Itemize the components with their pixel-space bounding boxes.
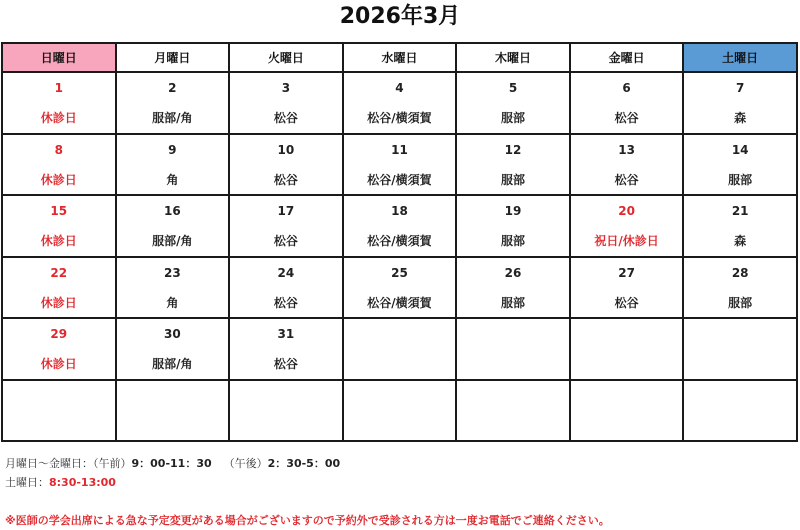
calendar-day-cell [116,195,230,257]
doctor-schedule: 松谷/横須賀 [367,111,432,125]
closed-day-label: 休診日 [40,357,77,371]
weekday-header-tuesday: 火曜日 [229,43,343,72]
calendar-body [2,72,797,441]
calendar-day-cell [2,318,116,380]
day-number: 25 [391,265,408,280]
empty-day-cell [2,380,116,442]
doctor-schedule: 森 [734,111,747,125]
weekday-hours-label: 月曜日～金曜日：（午前） [5,457,132,470]
doctor-schedule: 服部/角 [152,357,193,371]
calendar-day-cell [456,257,570,319]
day-number: 5 [508,81,518,95]
doctor-schedule: 松谷 [273,234,298,248]
day-number: 4 [395,81,404,95]
day-number: 14 [731,142,749,157]
day-number: 22 [50,265,68,280]
empty-day-cell [229,380,343,442]
day-number: 23 [163,265,181,280]
calendar-day-cell [683,134,797,196]
doctor-schedule: 松谷 [614,172,639,187]
calendar-week-row [2,318,797,380]
saturday-hours [5,473,340,492]
doctor-schedule: 服部 [501,234,526,248]
day-number: 30 [163,327,181,341]
day-number: 16 [163,204,181,218]
calendar-day-cell [683,195,797,257]
doctor-schedule: 服部 [728,295,753,310]
calendar-day-cell [343,195,457,257]
calendar-title: 2026年3月 [339,4,461,29]
saturday-hours-label: 土曜日： [5,476,49,489]
day-number: 8 [54,142,63,157]
doctor-schedule: 松谷 [614,295,639,310]
calendar-day-cell [456,72,570,134]
calendar-day-cell [2,257,116,319]
calendar-day-cell [2,195,116,257]
closed-day-label: 祝日/休診日 [594,234,659,248]
closed-day-label: 休診日 [40,234,77,248]
day-number: 9 [168,142,177,157]
calendar-week-row [2,72,797,134]
weekday-header-wednesday: 水曜日 [343,43,457,72]
doctor-schedule: 角 [166,172,179,187]
empty-day-cell [683,318,797,380]
doctor-schedule: 松谷 [614,111,639,125]
day-number: 21 [731,204,749,218]
calendar-week-row [2,257,797,319]
closed-day-label: 休診日 [40,172,77,187]
day-number: 7 [736,81,745,95]
weekday-header-sunday: 日曜日 [2,43,116,72]
doctor-schedule: 松谷 [273,111,298,125]
calendar-day-cell [116,134,230,196]
calendar-day-cell [116,257,230,319]
empty-day-cell [570,380,684,442]
day-number: 20 [618,204,635,218]
calendar-day-cell [570,134,684,196]
calendar-day-cell [2,72,116,134]
day-number: 3 [281,81,291,95]
calendar-day-cell [229,134,343,196]
calendar-week-row [2,134,797,196]
empty-day-cell [456,380,570,442]
day-number: 6 [622,81,631,95]
doctor-schedule: 松谷/横須賀 [367,234,432,248]
calendar-day-cell [683,257,797,319]
calendar-day-cell [116,318,230,380]
empty-day-cell [116,380,230,442]
calendar-week-row [2,380,797,442]
weekday-header-friday: 金曜日 [570,43,684,72]
doctor-schedule: 服部/角 [152,111,193,125]
calendar-day-cell [570,72,684,134]
weekday-header-row [2,43,797,72]
weekday-header-monday: 月曜日 [116,43,230,72]
calendar-day-cell [229,318,343,380]
calendar-day-cell [343,257,457,319]
closed-day-label: 休診日 [40,295,77,310]
doctor-schedule: 服部 [501,295,526,310]
calendar-day-cell [343,72,457,134]
day-number: 12 [504,142,522,157]
empty-day-cell [683,380,797,442]
calendar-day-cell [570,195,684,257]
doctor-schedule: 服部/角 [152,234,193,248]
doctor-schedule: 松谷/横須賀 [367,295,432,310]
calendar-day-cell [229,195,343,257]
calendar-day-cell [116,72,230,134]
weekday-pm-label: （午後） [223,457,268,470]
doctor-schedule: 服部 [501,172,526,187]
calendar-table [1,42,798,442]
calendar-day-cell [343,134,457,196]
calendar-day-cell [456,134,570,196]
doctor-schedule: 松谷 [273,172,298,187]
empty-day-cell [343,380,457,442]
doctor-schedule: 服部 [728,172,753,187]
weekday-pm-hours: 2：30-5：00 [267,457,341,470]
day-number: 13 [618,142,635,157]
weekday-header-thursday: 木曜日 [456,43,570,72]
day-number: 29 [50,327,68,341]
empty-day-cell [343,318,457,380]
day-number: 27 [618,265,635,280]
calendar-day-cell [229,72,343,134]
day-number: 11 [391,142,408,157]
calendar-day-cell [456,195,570,257]
doctor-schedule: 松谷/横須賀 [367,172,432,187]
day-number: 19 [504,204,522,218]
doctor-schedule: 森 [734,234,747,248]
weekday-am-hours: 9：00-11：30 [131,457,212,470]
day-number: 18 [391,204,408,218]
day-number: 28 [731,265,749,280]
day-number: 24 [277,265,295,280]
doctor-schedule: 角 [166,295,179,310]
closed-day-label: 休診日 [40,111,77,125]
hours-notes [5,454,340,492]
day-number: 10 [277,142,295,157]
day-number: 17 [277,204,295,218]
schedule-change-warning: ※医師の学会出席による急な予定変更がある場合がございますので予約外で受診される方は一度お電話でご連絡ください。 [5,514,610,527]
doctor-schedule: 松谷 [273,357,298,371]
calendar-day-cell [229,257,343,319]
weekday-hours [5,454,340,473]
doctor-schedule: 松谷 [273,295,298,310]
calendar-day-cell [570,257,684,319]
calendar-week-row [2,195,797,257]
day-number: 1 [54,81,63,95]
day-number: 15 [50,204,68,218]
weekday-header-saturday: 土曜日 [683,43,797,72]
day-number: 26 [504,265,522,280]
day-number: 31 [277,327,295,341]
saturday-hours-value: 8:30-13:00 [49,476,116,489]
calendar-day-cell [683,72,797,134]
empty-day-cell [456,318,570,380]
empty-day-cell [570,318,684,380]
doctor-schedule: 服部 [501,111,526,125]
day-number: 2 [168,81,177,95]
calendar-day-cell [2,134,116,196]
